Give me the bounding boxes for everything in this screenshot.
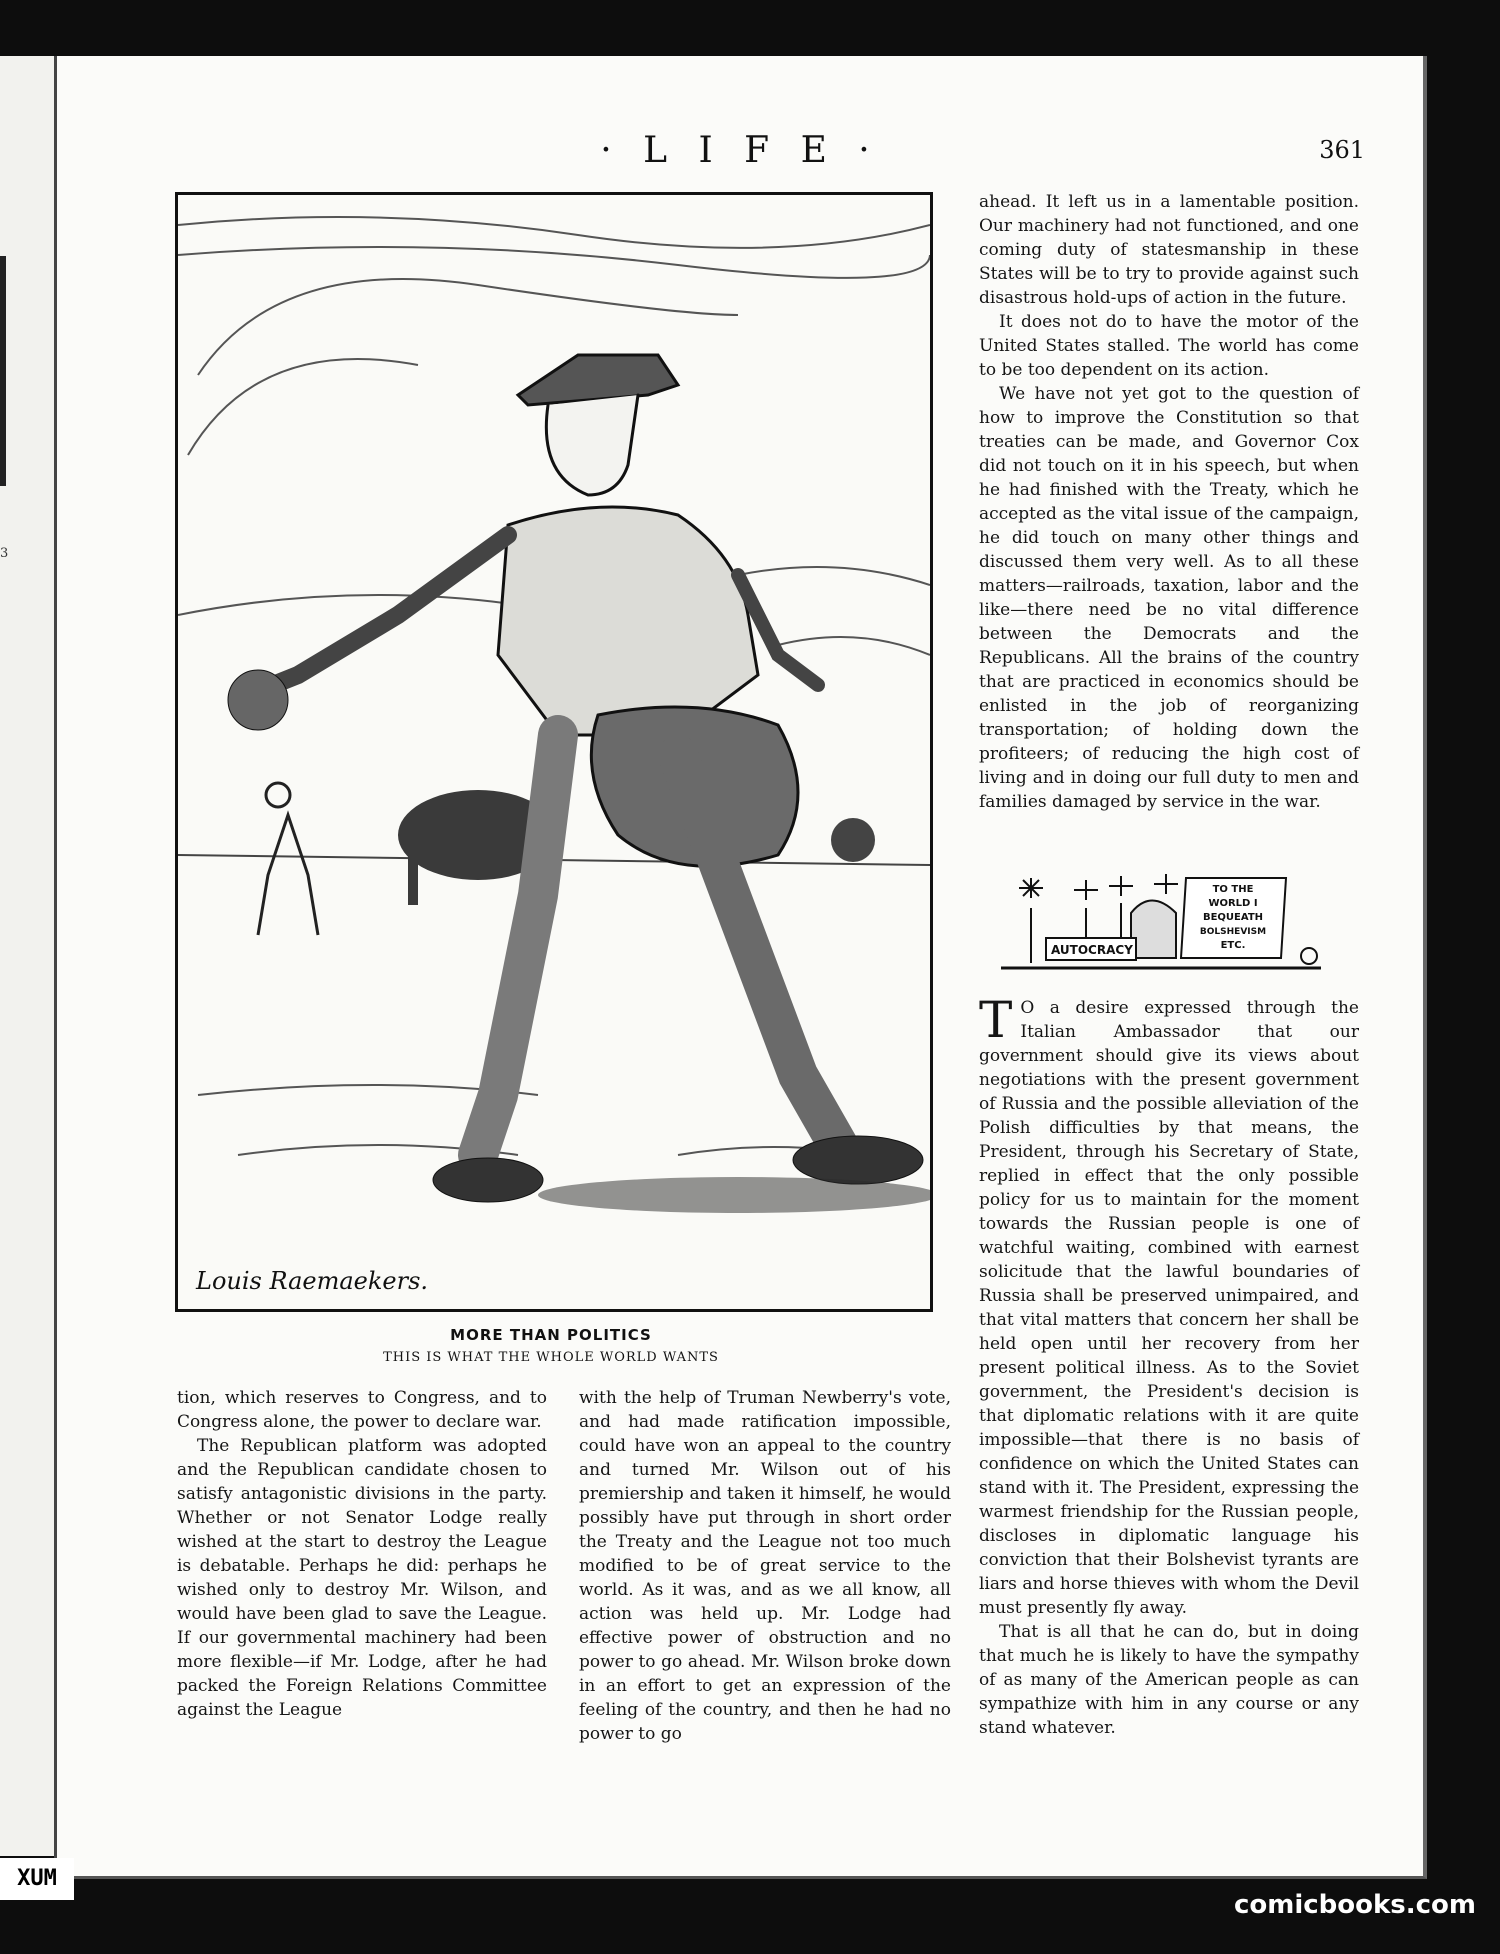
cartoon-sign-line-5: ETC. xyxy=(1220,940,1246,951)
artist-signature: Louis Raemaekers. xyxy=(196,1267,429,1295)
watermark: comicbooks.com xyxy=(1233,1890,1476,1920)
text-column-middle xyxy=(579,1386,951,1746)
paragraph: The Republican platform was adopted and the Republican candidate chosen to satisfy antagonistic divisions in the party. Whether or not Senator Lodge really wished at the start to destroy the League is debatable. Perhaps he did: perhaps he wished only to destroy Mr. Wilson, and would have been glad to save the League. If our governmental machinery had been more flexible—if Mr. Lodge, after he had packed the Foreign Relations Committee against the League xyxy=(177,1436,547,1720)
cartoon-sign-line-4: BOLSHEVISM xyxy=(1199,927,1267,937)
magazine-page xyxy=(54,56,1427,1879)
sower-illustration xyxy=(175,192,933,1312)
text-column-right xyxy=(979,190,1359,814)
text-column-right-lower xyxy=(979,991,1359,1740)
running-head-title: · L I F E · xyxy=(600,130,880,171)
paragraph xyxy=(979,991,1359,1620)
cartoon-sign-line-2: WORLD I xyxy=(1208,898,1258,909)
facing-page-print-mark xyxy=(0,256,6,486)
caption-subtitle: THIS IS WHAT THE WHOLE WORLD WANTS xyxy=(383,1350,719,1365)
cartoon-drawing xyxy=(1001,868,1331,976)
cartoon-sign-line-1: TO THE xyxy=(1212,884,1254,895)
paragraph: We have not yet got to the question of how to improve the Constitution so that treaties can be made, and Governor Cox did not touch on it in his speech, but when he had finished with the Treaty, which he accepted as the vital issue of the campaign, he did touch on many other things and discussed them very well. As to all these matters—railroads, taxation, labor and the like—there need be no vital difference between the Democrats and the Republicans. All the brains of the country that are practiced in economics should be enlisted in the job of reorganizing transportation; of holding down the profiteers; of reducing the high cost of living and in doing our full duty to men and families damaged by service in the war. xyxy=(979,384,1359,812)
paragraph: tion, which reserves to Congress, and to Congress alone, the power to declare war. xyxy=(177,1388,547,1432)
sower-drawing xyxy=(178,195,930,1309)
facing-page-fragment: 3 xyxy=(0,546,9,561)
corner-stamp: XUM xyxy=(0,1858,74,1900)
cartoon-autocracy-label: AUTOCRACY xyxy=(1051,943,1133,957)
paragraph: with the help of Truman Newberry's vote, and had made ratification impossible, could have won an appeal to the country and turned Mr. Wilson out of his premiership and taken it himself, he would possibly have put through in short order the Treaty and the League not too much modified to be of great service to the world. As it was, and as we all know, all action was held up. Mr. Lodge had effective power of obstruction and no power to go ahead. Mr. Wilson broke down in an effort to get an expression of the feeling of the country, and then he had no power to go xyxy=(579,1388,951,1744)
deathbed-cartoon xyxy=(1001,868,1331,976)
drop-cap: T xyxy=(979,991,1013,1049)
paragraph: ahead. It left us in a lamentable position. Our machinery had not functioned, and one coming duty of statesmanship in these States will be to try to provide against such disastrous hold-ups of action in the future. xyxy=(979,192,1359,308)
caption-title: MORE THAN POLITICS xyxy=(450,1326,652,1344)
paragraph-text: O a desire expressed through the Italian Ambassador that our government should give its views about negotiations with the present government of Russia and the possible alleviation of the Polish difficulties by that means, the President, through his Secretary of State, replied in effect that the only possible policy for us to maintain for the moment towards the Russian people is one of watchful waiting, combined with earnest solicitude that the lawful boundaries of Russia shall be preserved unimpaired, and that vital matters that concern her shall be held open until her recovery from her present political illness. As to the Soviet government, the President's decision is that diplomatic relations with it are quite impossible—that there is no basis of confidence on which the United States can stand with it. The President, expressing the warmest friendship for the Russian people, discloses in diplomatic language his conviction that their Bolshevist tyrants are liars and horse thieves with whom the Devil must presently fly away. xyxy=(979,998,1359,1618)
cartoon-sign-line-3: BEQUEATH xyxy=(1202,912,1264,923)
paragraph: It does not do to have the motor of the United States stalled. The world has come to be too dependent on its action. xyxy=(979,312,1359,380)
text-column-left xyxy=(177,1386,547,1722)
paragraph: That is all that he can do, but in doing that much he is likely to have the sympathy of as many of the American people as can sympathize with him in any course or any stand whatever. xyxy=(979,1622,1359,1738)
illustration-caption xyxy=(175,1326,927,1365)
page-number: 361 xyxy=(1319,136,1365,164)
